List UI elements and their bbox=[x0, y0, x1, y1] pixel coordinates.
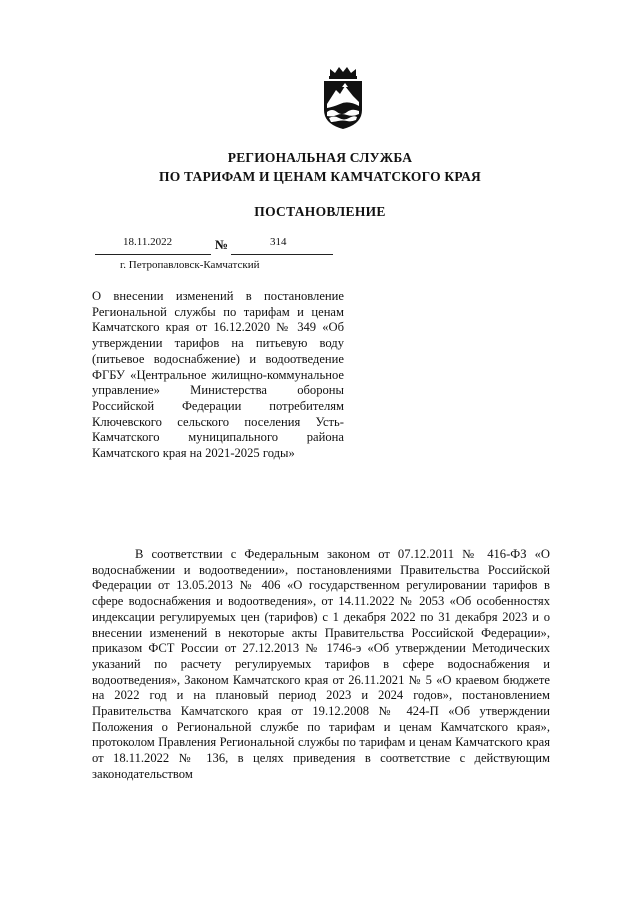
org-name-line2: ПО ТАРИФАМ И ЦЕНАМ КАМЧАТСКОГО КРАЯ bbox=[159, 169, 481, 184]
number-underline bbox=[231, 254, 333, 255]
document-subject: О внесении изменений в постановление Региональной службы по тарифам и ценам Камчатского края от 16.12.2020 № 349 «Об утверждении тарифов на питьевую воду (питьевое водоснабжение) и водоотведение ФГБУ «Центральное жилищно-коммунальное управление» Министерства обороны Российской Федерации потребителям Ключевского сельского поселения Усть-Камчатского муниципального района Камчатского края на 2021-2025 годы» bbox=[92, 289, 344, 461]
document-type-title: ПОСТАНОВЛЕНИЕ bbox=[254, 204, 386, 219]
kamchatka-coat-of-arms-icon bbox=[318, 66, 368, 130]
document-body-paragraph: В соответствии с Федеральным законом от 07.12.2011 № 416-ФЗ «О водоснабжении и водоотведении», постановлениями Правительства Российской Федерации от 13.05.2013 № 406 «О государственном регулировании тарифов в сфере водоснабжения и водоотведения», от 14.11.2022 № 2053 «Об особенностях индексации регулируемых цен (тарифов) с 1 декабря 2022 по 31 декабря 2023 и о внесении изменений в некоторые акты Правительства Российской Федерации», приказом ФСТ России от 27.12.2013 № 1746-э «Об утверждении Методических указаний по расчету регулируемых тарифов в сфере водоснабжения и водоотведения», Законом Камчатского края от 26.11.2021 № 5 «О краевом бюджете на 2022 год и на плановый период 2023 и 2024 годов», постановлением Правительства Камчатского края от 19.12.2008 № 424-П «Об утверждении Положения о Региональной службе по тарифам и ценам Камчатского края», протоколом Правления Региональной службы по тарифам и ценам Камчатского края от 18.11.2022 № 136, в целях приведения в соответствие с действующим законодательством bbox=[92, 547, 550, 781]
date-underline bbox=[95, 254, 211, 255]
org-name-line1: РЕГИОНАЛЬНАЯ СЛУЖБА bbox=[227, 150, 413, 165]
document-number: 314 bbox=[270, 236, 287, 248]
number-sign: № bbox=[215, 237, 229, 252]
document-city: г. Петропавловск-Камчатский bbox=[120, 259, 260, 271]
document-date: 18.11.2022 bbox=[123, 236, 173, 248]
